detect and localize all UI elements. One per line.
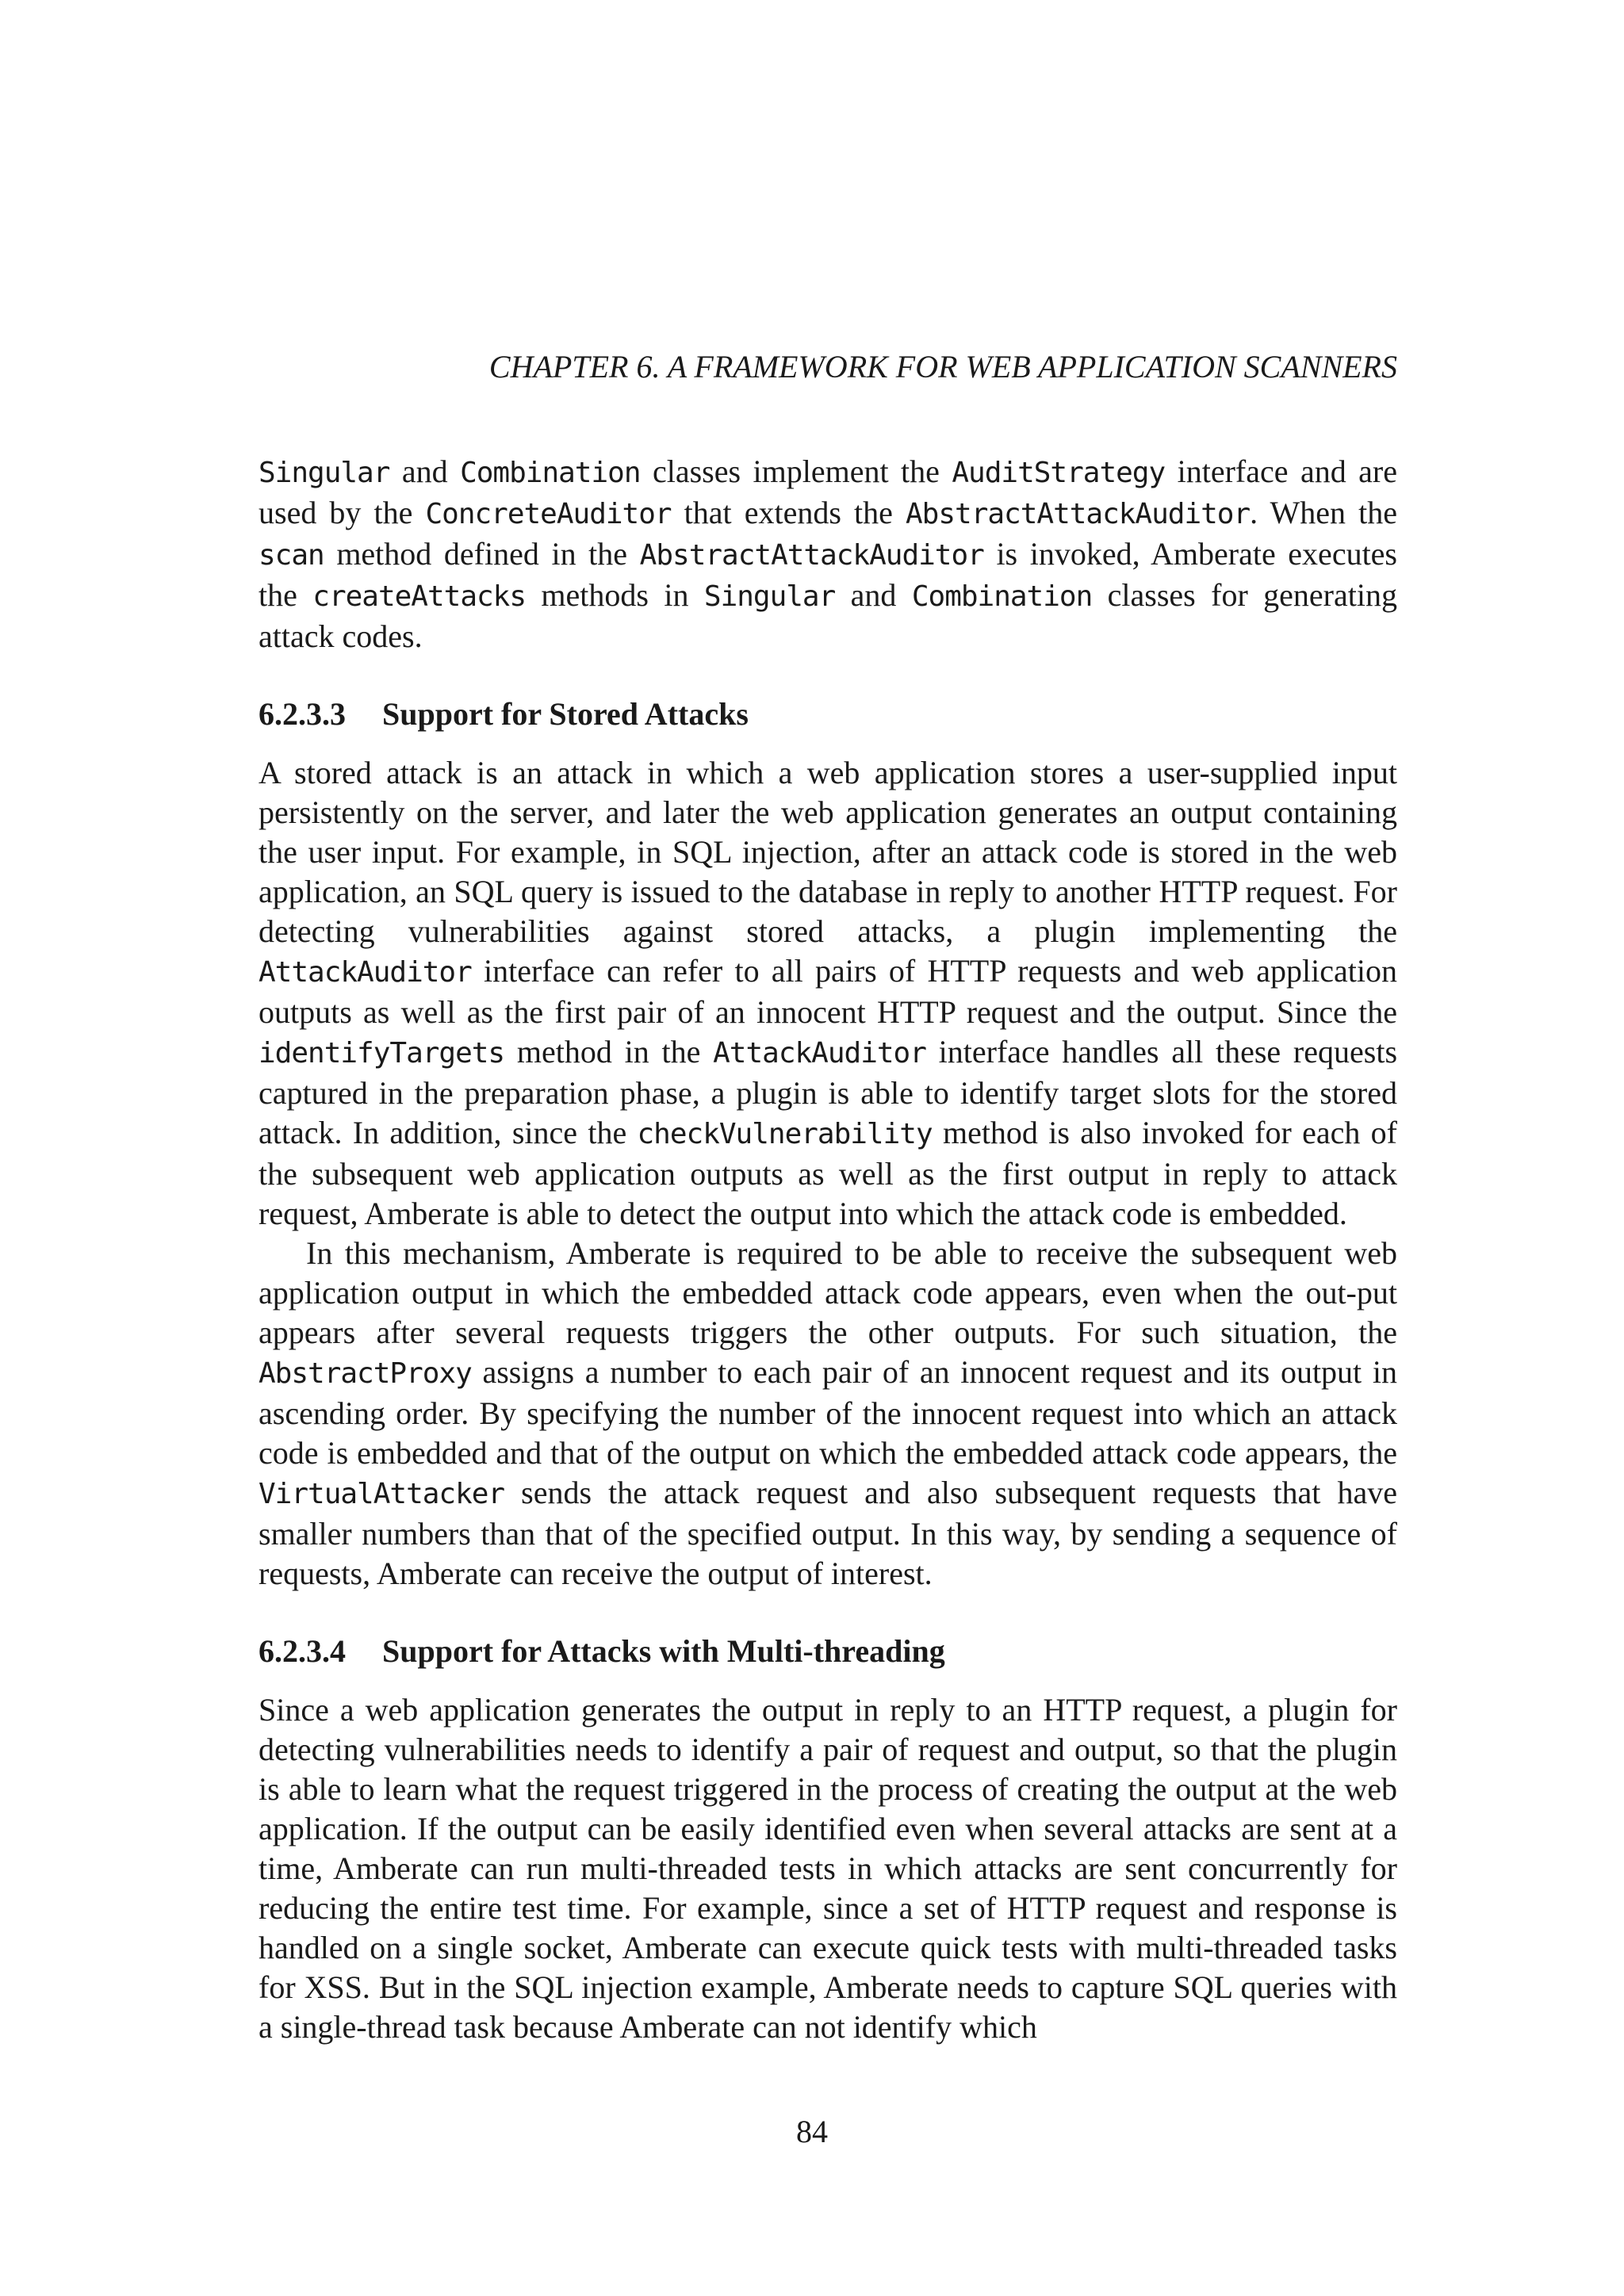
text-run: A stored attack is an attack in which a web application stores a user-supplied input persistently on the server, and later the web application generates an output containing the user input. For example, in SQL injection, after an attack code is stored in the web application, an SQL query is issued to the database in reply to another HTTP request. For detecting vulnerabilities against stored attacks, a plugin implementing the — [259, 755, 1397, 949]
paragraph — [259, 753, 1397, 1234]
section-number: 6.2.3.3 — [259, 696, 346, 732]
stored-attacks-body — [259, 753, 1397, 1594]
code-identifier: AbstractAttackAuditor — [639, 539, 984, 572]
code-identifier: VirtualAttacker — [259, 1478, 505, 1510]
code-identifier: createAttacks — [312, 580, 527, 613]
text-run: and — [835, 577, 912, 613]
text-run: sends the attack request and also subsequent requests that have smaller numbers than that of the specified output. In this way, by sending a sequence of requests, Amberate can receive the output of interest. — [259, 1475, 1397, 1591]
code-identifier: Singular — [259, 457, 390, 489]
text-run: interface can refer to all pairs of HTTP requests and web application outputs as well as the first pair of an innocent HTTP request and the output. Since the — [259, 953, 1397, 1030]
code-identifier: AttackAuditor — [713, 1037, 926, 1070]
text-run: In this mechanism, Amberate is required to be able to receive the subsequent web application output in which the embedded attack code appears, even when the out-put appears after several requests triggers the other outputs. For such situation, the — [259, 1235, 1397, 1350]
code-identifier: Singular — [703, 580, 836, 613]
code-identifier: AbstractAttackAuditor — [906, 498, 1251, 530]
text-run: Since a web application generates the output in reply to an HTTP request, a plugin for detecting vulnerabilities needs to identify a pair of request and output, so that the plugin is able to learn what the request triggered in the process of creating the output at the web application. If the output can be easily identified even when several attacks are sent at a time, Amberate can run multi-threaded tests in which attacks are sent concurrently for reducing the entire test time. For example, since a set of HTTP request and response is handled on a single socket, Amberate can execute quick tests with multi-threaded tasks for XSS. But in the SQL injection example, Amberate needs to capture SQL queries with a single-thread task because Amberate can not identify which — [259, 1692, 1397, 2045]
text-run: . When the — [1250, 495, 1397, 530]
text-run: is invoked, Amberate executes the — [259, 536, 1398, 613]
code-identifier: ConcreteAuditor — [425, 498, 672, 530]
text-run: method is also invoked for each of the subsequent web application outputs as well as the first output in reply to attack request, Amberate is able to detect the output into which the attack code is embedded. — [259, 1115, 1397, 1231]
section-heading-multi-threading — [259, 1632, 1397, 1671]
intro-paragraph — [259, 452, 1397, 656]
section-title: Support for Stored Attacks — [382, 696, 749, 732]
text-run: methods in — [526, 577, 704, 613]
running-head: CHAPTER 6. A FRAMEWORK FOR WEB APPLICATION SCANNERS — [488, 349, 1397, 385]
code-identifier: Combination — [911, 580, 1093, 613]
section-title: Support for Attacks with Multi-threading — [382, 1633, 945, 1669]
text-run: assigns a number to each pair of an innocent request and its output in ascending order. By specifying the number of the innocent request into which an attack code is embedded and that of the output on which the embedded attack code appears, the — [259, 1354, 1397, 1471]
intro-block — [259, 452, 1397, 656]
code-identifier: scan — [259, 539, 324, 572]
text-run: classes implement the — [640, 453, 952, 489]
text-run: interface handles all these requests captured in the preparation phase, a plugin is able to identify target slots for the stored attack. In addition, since the — [259, 1034, 1398, 1150]
code-identifier: AbstractProxy — [259, 1357, 472, 1390]
text-run: and — [389, 453, 461, 489]
code-identifier: AttackAuditor — [259, 956, 472, 989]
paragraph — [259, 1234, 1397, 1594]
code-identifier: identifyTargets — [259, 1037, 505, 1070]
page-number: 84 — [796, 2114, 828, 2149]
text-run: that extends the — [671, 495, 906, 530]
code-identifier: checkVulnerability — [637, 1118, 933, 1150]
text-run: method in the — [504, 1034, 714, 1070]
text-run: classes for generating attack codes. — [259, 577, 1397, 654]
text-run: method defined in the — [324, 536, 640, 572]
code-identifier: AuditStrategy — [952, 457, 1166, 489]
section-heading-stored-attacks — [259, 695, 1397, 734]
section-number: 6.2.3.4 — [259, 1633, 346, 1669]
text-run: interface and are used by the — [259, 453, 1397, 530]
paragraph — [259, 1690, 1397, 2047]
code-identifier: Combination — [460, 457, 641, 489]
multi-threading-body — [259, 1690, 1397, 2047]
